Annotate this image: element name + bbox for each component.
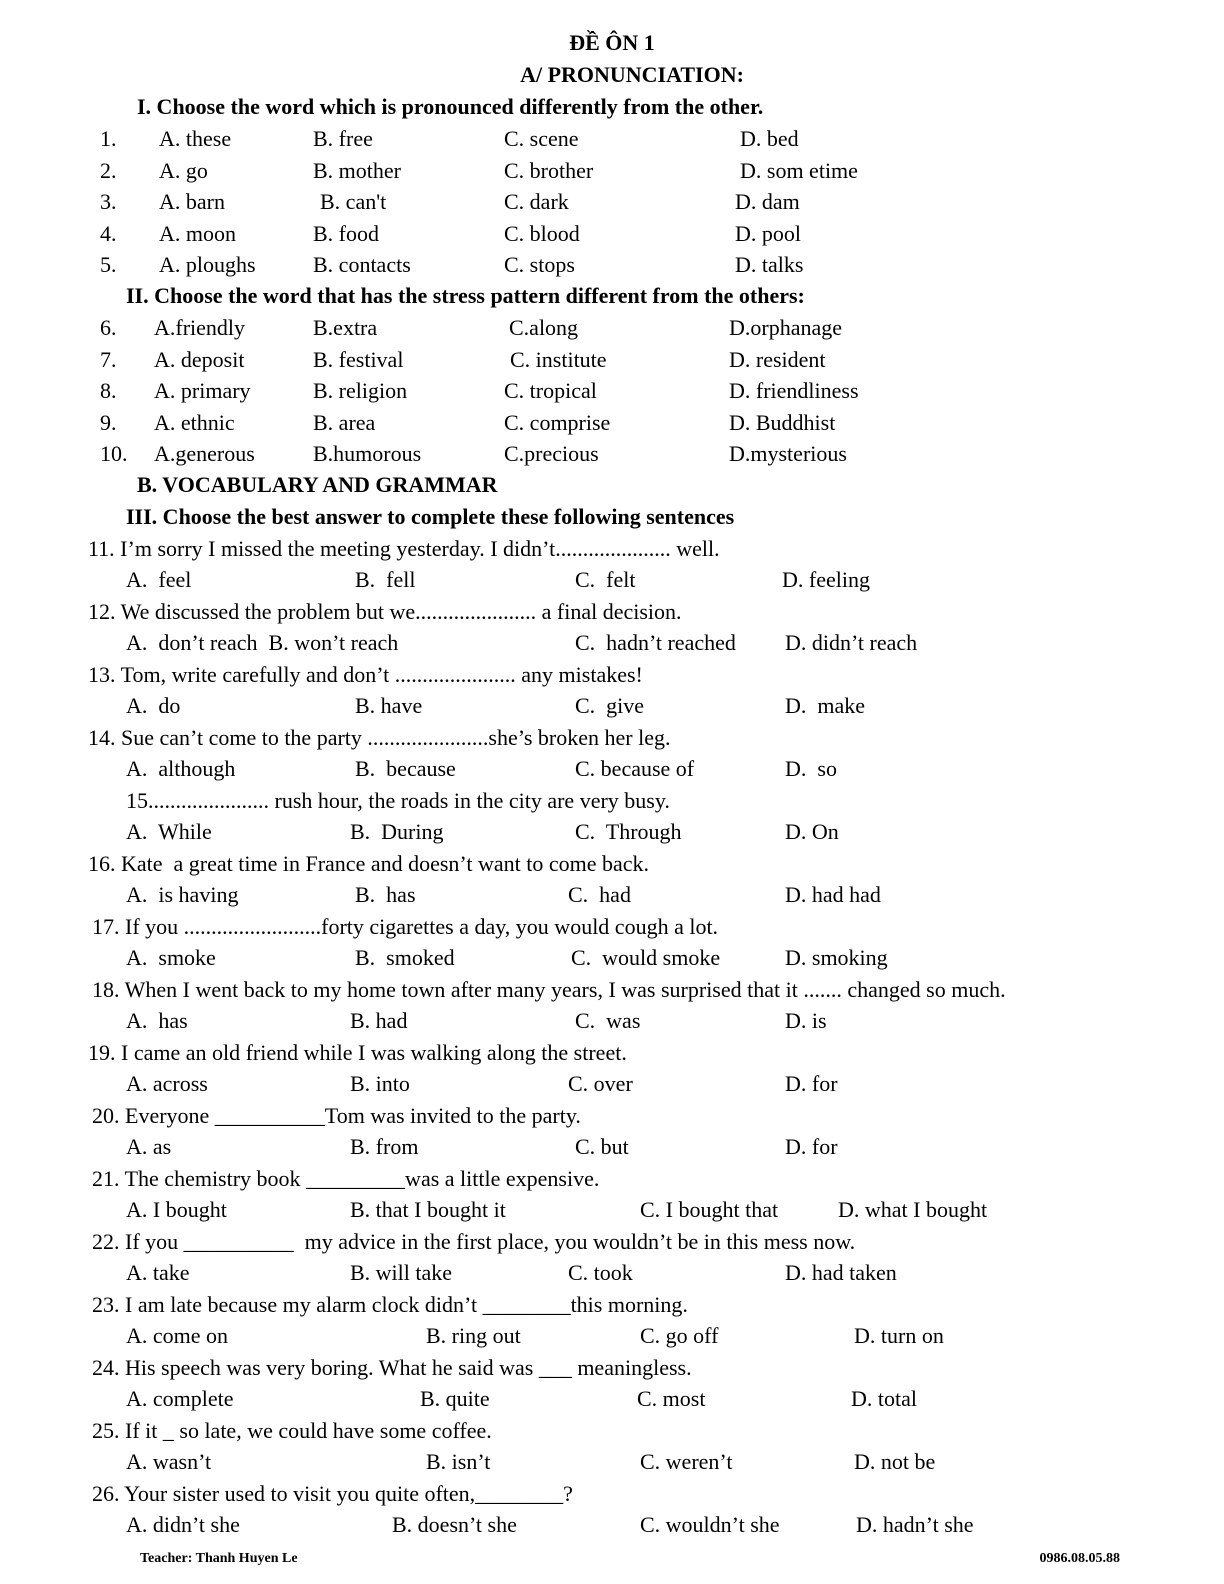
- option-b: B.extra: [313, 315, 378, 340]
- option-a: A. smoke: [126, 945, 216, 970]
- option-a: A. While: [126, 819, 212, 844]
- footer-teacher: Teacher: Thanh Huyen Le: [140, 1551, 298, 1566]
- option-d: D. som etime: [740, 157, 858, 183]
- option-a: A. although: [126, 756, 236, 781]
- question-text: 14. Sue can’t come to the party ......................she’s broken her leg.: [88, 725, 671, 750]
- option-a: A. feel: [126, 567, 192, 592]
- option-a: A. do: [126, 693, 181, 718]
- option-d: D. had had: [785, 882, 881, 907]
- option-d: D. On: [785, 819, 839, 844]
- question-number: 10.: [100, 441, 128, 466]
- section-a-heading: A/ PRONUNCIATION:: [520, 62, 744, 87]
- option-a: A. ethnic: [154, 409, 235, 435]
- question-text: 13. Tom, write carefully and don’t ...................... any mistakes!: [88, 662, 643, 687]
- option-c: C. scene: [504, 126, 579, 151]
- option-d: D. so: [785, 756, 837, 781]
- question-text: 21. The chemistry book _________was a little expensive.: [92, 1166, 600, 1191]
- question-number: 2.: [100, 157, 117, 183]
- option-c: C. dark: [504, 189, 569, 214]
- option-b: B. has: [355, 882, 416, 907]
- option-d: D.mysterious: [729, 441, 847, 466]
- option-a: A. take: [126, 1260, 190, 1285]
- option-b: B. from: [350, 1134, 419, 1159]
- option-c: C. most: [637, 1386, 706, 1411]
- option-a: A. primary: [154, 378, 251, 403]
- option-c: C. comprise: [504, 409, 611, 435]
- question-text: 20. Everyone __________Tom was invited to the party.: [92, 1103, 581, 1128]
- option-d: D. Buddhist: [729, 409, 836, 435]
- option-a: A. is having: [126, 882, 239, 907]
- section-b-heading: B. VOCABULARY AND GRAMMAR: [137, 472, 498, 497]
- option-b: B. will take: [350, 1260, 453, 1285]
- option-d: D. total: [851, 1386, 917, 1411]
- option-c: C. had: [568, 882, 631, 907]
- option-b: B. can't: [320, 189, 387, 214]
- option-c: C. but: [575, 1134, 629, 1159]
- option-a: A. barn: [159, 189, 225, 214]
- option-c: C. wouldn’t she: [640, 1512, 780, 1537]
- question-text: 25. If it _ so late, we could have some coffee.: [92, 1418, 492, 1443]
- option-a: A. across: [126, 1071, 208, 1096]
- option-b: B. area: [313, 409, 376, 435]
- question-number: 1.: [100, 126, 117, 151]
- option-d: D. for: [785, 1071, 838, 1096]
- option-c: C. stops: [504, 252, 575, 277]
- question-text: 19. I came an old friend while I was walking along the street.: [88, 1040, 627, 1065]
- option-a: A. moon: [159, 220, 236, 246]
- question-number: 8.: [100, 378, 117, 403]
- option-c: C. blood: [504, 220, 580, 246]
- option-c: C. would smoke: [571, 945, 721, 970]
- option-c: C. institute: [510, 346, 607, 372]
- option-d: D.orphanage: [729, 315, 843, 340]
- option-a: A. wasn’t: [126, 1449, 212, 1474]
- option-c: C. weren’t: [640, 1449, 733, 1474]
- option-a: A.friendly: [154, 315, 246, 340]
- option-c: C. brother: [504, 157, 594, 183]
- option-b: B. into: [350, 1071, 410, 1096]
- option-d: D. smoking: [785, 945, 888, 970]
- option-b: B. food: [313, 220, 379, 246]
- option-c: C. because of: [575, 756, 695, 781]
- option-c: C.precious: [504, 441, 599, 466]
- option-d: D. pool: [735, 220, 801, 246]
- option-d: D. is: [785, 1008, 827, 1033]
- question-text: 11. I’m sorry I missed the meeting yesterday. I didn’t..................... well.: [88, 536, 720, 561]
- option-b: B. isn’t: [426, 1449, 491, 1474]
- question-number: 9.: [100, 409, 117, 435]
- option-d: D. dam: [735, 189, 800, 214]
- question-number: 7.: [100, 346, 117, 372]
- option-c: C.along: [509, 315, 579, 340]
- question-text: 16. Kate a great time in France and doesn’t want to come back.: [88, 851, 650, 876]
- option-d: D. resident: [729, 346, 826, 372]
- option-a: A. these: [159, 126, 232, 151]
- question-number: 3.: [100, 189, 117, 214]
- option-c: C. over: [568, 1071, 633, 1096]
- option-d: D. didn’t reach: [785, 630, 918, 655]
- option-c: C. felt: [575, 567, 636, 592]
- option-b: B. have: [355, 693, 423, 718]
- option-d: D. make: [785, 693, 866, 718]
- option-c: C. I bought that: [640, 1197, 779, 1222]
- question-number: 5.: [100, 252, 117, 277]
- option-d: D. what I bought: [838, 1197, 988, 1222]
- question-number: 6.: [100, 315, 117, 340]
- option-a: A. complete: [126, 1386, 234, 1411]
- option-a: A. go: [159, 157, 208, 183]
- option-b: B. doesn’t she: [392, 1512, 517, 1537]
- option-d: D. feeling: [782, 567, 870, 592]
- question-text: 26. Your sister used to visit you quite often,________?: [92, 1481, 573, 1506]
- option-a: A. don’t reach B. won’t reach: [126, 630, 399, 655]
- option-a: A. has: [126, 1008, 188, 1033]
- question-text: 17. If you .........................forty cigarettes a day, you would cough a lot.: [92, 914, 719, 939]
- option-c: C. give: [575, 693, 645, 718]
- option-b: B. smoked: [355, 945, 455, 970]
- option-b: B. quite: [420, 1386, 490, 1411]
- option-c: C. tropical: [504, 378, 597, 403]
- option-d: D. talks: [735, 252, 804, 277]
- option-b: B. because: [355, 756, 456, 781]
- option-b: B. fell: [355, 567, 416, 592]
- question-text: 24. His speech was very boring. What he said was ___ meaningless.: [92, 1355, 692, 1380]
- question-text: 15...................... rush hour, the roads in the city are very busy.: [126, 788, 670, 813]
- option-d: D. turn on: [854, 1323, 944, 1348]
- option-b: B. contacts: [313, 252, 411, 277]
- option-d: D. friendliness: [729, 378, 859, 403]
- option-a: A. didn’t she: [126, 1512, 240, 1537]
- option-c: C. hadn’t reached: [575, 630, 736, 655]
- option-b: B. mother: [313, 157, 401, 183]
- option-a: A. I bought: [126, 1197, 227, 1222]
- option-b: B. festival: [313, 346, 404, 372]
- option-c: C. took: [568, 1260, 633, 1285]
- option-d: D. for: [785, 1134, 838, 1159]
- option-d: D. not be: [854, 1449, 936, 1474]
- option-d: D. bed: [740, 126, 799, 151]
- option-a: A. deposit: [154, 346, 245, 372]
- option-d: D. had taken: [785, 1260, 897, 1285]
- option-b: B. free: [313, 126, 373, 151]
- option-a: A. come on: [126, 1323, 229, 1348]
- option-b: B. ring out: [426, 1323, 521, 1348]
- footer-phone: 0986.08.05.88: [1039, 1551, 1120, 1566]
- option-c: C. go off: [640, 1323, 719, 1348]
- option-b: B.humorous: [313, 441, 422, 466]
- option-b: B. that I bought it: [350, 1197, 506, 1222]
- question-text: 22. If you __________ my advice in the first place, you wouldn’t be in this mess now.: [92, 1229, 856, 1254]
- option-d: D. hadn’t she: [856, 1512, 974, 1537]
- part3-heading: III. Choose the best answer to complete these following sentences: [126, 504, 735, 529]
- part1-heading: I. Choose the word which is pronounced differently from the other.: [137, 94, 764, 119]
- option-b: B. had: [350, 1008, 408, 1033]
- option-a: A.generous: [154, 441, 255, 466]
- option-b: B. religion: [313, 378, 408, 403]
- option-c: C. Through: [575, 819, 682, 844]
- question-text: 12. We discussed the problem but we...................... a final decision.: [88, 599, 682, 624]
- question-text: 18. When I went back to my home town after many years, I was surprised that it ....... changed so much.: [92, 977, 1006, 1002]
- option-b: B. During: [350, 819, 444, 844]
- option-a: A. ploughs: [159, 252, 256, 277]
- worksheet-title: ĐỀ ÔN 1: [569, 30, 655, 55]
- option-c: C. was: [575, 1008, 641, 1033]
- part2-heading: II. Choose the word that has the stress pattern different from the others:: [126, 283, 805, 308]
- option-a: A. as: [126, 1134, 172, 1159]
- question-number: 4.: [100, 220, 117, 246]
- question-text: 23. I am late because my alarm clock didn’t ________this morning.: [92, 1292, 688, 1317]
